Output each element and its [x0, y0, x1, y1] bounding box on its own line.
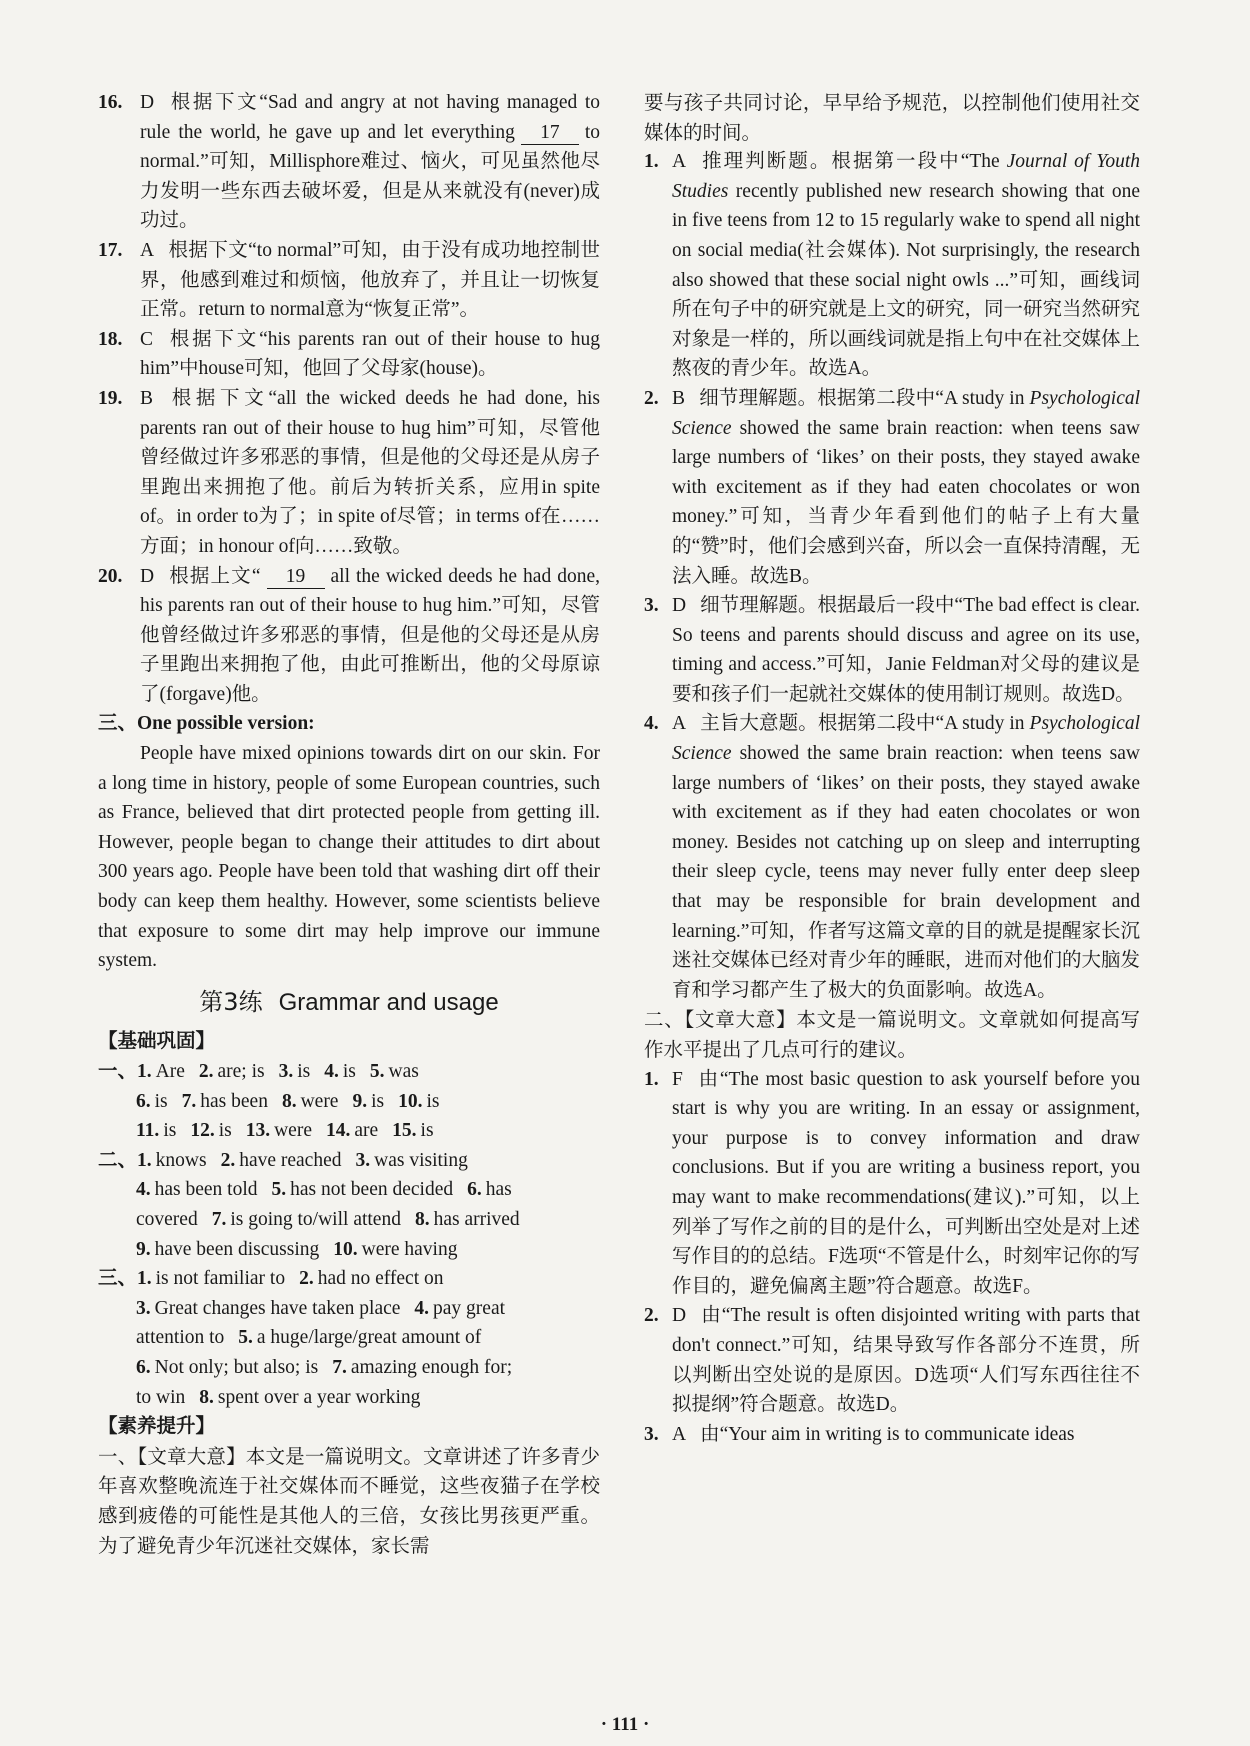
explanation-part-b: showed the same brain reaction: when teens saw large numbers of ‘likes’ on their posts, they stayed awake with excitement as if they had eaten chocolates or won money.”可知，当青少年看到他们的帖子上有大量的“赞”时，他们会感到兴奋，所以会一直保持清醒，无法入睡。故选B。	[672, 417, 1141, 587]
question-number: 3.	[644, 595, 659, 617]
answer-letter: D	[140, 92, 155, 113]
explanation-part-a: 细节理解题。根据第二段中“A study in	[699, 387, 1025, 409]
item-answer: has been	[200, 1090, 268, 1112]
item-answer: knows	[155, 1149, 207, 1171]
item-answer: Great changes have taken place	[154, 1297, 401, 1319]
item-number: 11.	[136, 1120, 160, 1142]
item-answer: have been discussing	[154, 1238, 320, 1260]
answer-row	[98, 1087, 600, 1117]
answer-row	[98, 1205, 600, 1235]
lesson-number: 第3练	[199, 987, 263, 1016]
answer-row	[98, 1323, 600, 1353]
item-number: 10.	[398, 1090, 423, 1112]
explanation-part-a: 根据下文“Sad and angry at not having managed to rule the world, he gave up and let everything	[140, 92, 600, 143]
item-number: 2.	[220, 1149, 236, 1171]
explanation: 根据下文“his parents ran out of their house to hug him”中house可知，他回了父母家(house)。	[140, 328, 600, 380]
grammar-part-2	[98, 1146, 600, 1264]
item-number: 6.	[136, 1356, 151, 1378]
answer-letter: B	[672, 387, 686, 409]
answer-row	[98, 1175, 600, 1205]
item-number: 7.	[211, 1208, 227, 1230]
explanation-part-a: 根据上文“	[168, 565, 261, 587]
question-number: 1.	[644, 1068, 659, 1090]
blank-number: 17	[521, 122, 579, 145]
passage-summary-1: 一、【文章大意】本文是一篇说明文。文章讲述了许多青少年喜欢整晚流连于社交媒体而不睡觉，这些夜猫子在学校感到疲倦的可能性是其他人的三倍，女孩比男孩更严重。为了避免青少年沉迷社交媒体，家长需	[98, 1444, 600, 1557]
item-answer: Not only; but also; is	[154, 1356, 319, 1378]
question-number: 17.	[98, 239, 123, 261]
item-answer: has not been decided	[290, 1179, 454, 1201]
item-number: 10.	[333, 1238, 358, 1260]
journal-name: Psychological Science	[672, 713, 1140, 765]
answer-letter: A	[672, 713, 687, 735]
answer-16	[98, 88, 600, 236]
answer-17	[98, 236, 600, 325]
passage-summary-2: 二、【文章大意】本文是一篇说明文。文章就如何提高写作水平提出了几点可行的建议。	[644, 1008, 1140, 1061]
item-answer: were	[274, 1120, 312, 1142]
item-number: 7.	[332, 1356, 347, 1378]
answer-row	[98, 1264, 600, 1294]
question-number: 4.	[644, 713, 659, 735]
item-answer: had no effect on	[317, 1268, 444, 1290]
answer-row	[98, 1353, 600, 1383]
answer-letter: A	[672, 1423, 687, 1445]
explanation-part-a: 推理判断题。根据第一段中“The	[700, 151, 1000, 173]
item-answer: is	[163, 1120, 177, 1142]
grammar-part-3	[98, 1264, 600, 1412]
item-number: 三、1.	[98, 1268, 152, 1290]
item-answer: is	[426, 1090, 440, 1112]
item-answer: is	[420, 1120, 434, 1142]
question-number: 16.	[98, 92, 123, 113]
answer-row	[98, 1235, 600, 1265]
item-answer: were having	[361, 1238, 458, 1260]
basic-heading: 【基础巩固】	[98, 1031, 216, 1053]
explanation-part-b: to normal.”可知，Millisphore难过、恼火，可见虽然他尽力发明一些东西去破坏爱，但是从来就没有(never)成功过。	[140, 121, 600, 232]
item-number: 3.	[136, 1297, 151, 1319]
explanation-part-a: 主旨大意题。根据第二段中“A study in	[700, 713, 1025, 735]
item-number: 9.	[352, 1090, 368, 1112]
sentence-answer-1	[644, 1065, 1140, 1302]
explanation: 由“Your aim in writing is to communicate ideas	[700, 1423, 1075, 1445]
item-answer: is	[218, 1120, 232, 1142]
item-answer: a huge/large/great amount of	[256, 1327, 482, 1349]
answer-18	[98, 325, 600, 384]
passage-summary-1-continued: 要与孩子共同讨论，早早给予规范，以控制他们使用社交媒体的时间。	[644, 91, 1140, 144]
answer-row	[98, 1116, 600, 1146]
answer-letter: A	[140, 239, 155, 261]
item-answer: was visiting	[374, 1149, 468, 1171]
item-number: 15.	[392, 1120, 417, 1142]
question-number: 1.	[644, 151, 659, 173]
item-answer: is going to/will attend	[230, 1208, 401, 1230]
item-number: 4.	[136, 1179, 151, 1201]
right-column	[644, 88, 1140, 1449]
item-answer: is	[154, 1090, 168, 1112]
answer-20	[98, 562, 600, 710]
question-number: 2.	[644, 1305, 659, 1327]
answer-row	[98, 1383, 600, 1413]
grammar-part-1	[98, 1057, 600, 1146]
item-answer: has been told	[154, 1179, 258, 1201]
question-number: 20.	[98, 565, 123, 587]
item-answer: is	[371, 1090, 385, 1112]
item-answer: pay great	[433, 1297, 506, 1319]
item-number: 4.	[414, 1297, 430, 1319]
answer-letter: D	[140, 565, 155, 587]
item-number: 4.	[324, 1061, 339, 1082]
item-number: 5.	[238, 1327, 253, 1349]
item-answer: is	[342, 1061, 356, 1082]
item-number: 12.	[190, 1120, 215, 1142]
item-answer: is	[297, 1061, 311, 1082]
item-number: 一、1.	[98, 1061, 152, 1082]
item-answer: spent over a year working	[217, 1386, 421, 1408]
answer-letter: C	[140, 328, 154, 350]
item-answer: are	[354, 1120, 379, 1142]
item-answer: has arrived	[433, 1208, 520, 1230]
item-number: 6.	[136, 1090, 151, 1112]
explanation: 细节理解题。根据最后一段中“The bad effect is clear. So teens and parents should discuss and agree on its use, timing and access.”可知，Janie Feldman对父母的建议是要和孩子们一起就社交媒体的使用制订规则。故选D。	[672, 595, 1140, 705]
journal-name: Journal of Youth Studies	[672, 151, 1140, 202]
blank-number: 19	[267, 566, 325, 589]
question-number: 3.	[644, 1423, 659, 1445]
sentence-answer-3	[644, 1420, 1140, 1450]
item-answer: was	[388, 1061, 419, 1082]
item-answer: is not familiar to	[155, 1268, 286, 1290]
answer-letter: F	[672, 1068, 683, 1090]
answer-letter: D	[672, 595, 687, 617]
left-column	[98, 88, 600, 1560]
item-number: 2.	[198, 1061, 214, 1082]
item-number: 3.	[355, 1149, 371, 1171]
item-answer: were	[300, 1090, 339, 1112]
item-answer: are; is	[217, 1061, 265, 1082]
item-answer: has	[485, 1179, 512, 1201]
reading-answer-1	[644, 147, 1140, 384]
explanation-part-b: all the wicked deeds he had done, his parents ran out of their house to hug him.”可知，尽管他曾经做过许多邪恶的事情，但是他的父母还是从房子里跑出来拥抱了他，由此可推断出，他的父母原谅了(forgave)他。	[140, 565, 600, 705]
item-number: 13.	[245, 1120, 271, 1142]
answer-row	[98, 1057, 600, 1087]
item-answer: covered	[136, 1208, 198, 1230]
question-number: 2.	[644, 387, 659, 409]
explanation: 由“The result is often disjointed writing with parts that don't connect.”可知，结果导致写作各部分不连贯，所以判断出空处说的是原因。D选项“人们写东西往往不拟提纲”符合题意。故选D。	[672, 1305, 1140, 1416]
improve-heading: 【素养提升】	[98, 1416, 216, 1438]
item-number: 二、1.	[98, 1149, 152, 1171]
explanation-part-b: recently published new research showing that one in five teens from 12 to 15 regularly wake to spend all night on social media(社会媒体). Not surprisingly, the research also showed that these social night owls ...”可知，画线词所在句子中的研究就是上文的研究，同一研究当然研究对象是一样的，所以画线词就是指上句中在社交媒体上熬夜的青少年。故选A。	[672, 180, 1141, 380]
explanation: 根据下文“to normal”可知，由于没有成功地控制世界，他感到难过和烦恼，他放弃了，并且让一切恢复正常。return to normal意为“恢复正常”。	[140, 239, 600, 321]
item-answer: Are	[155, 1061, 185, 1082]
item-number: 5.	[369, 1061, 385, 1082]
item-number: 6.	[467, 1179, 482, 1201]
lesson-topic: Grammar and usage	[278, 988, 499, 1016]
answer-letter: B	[140, 387, 154, 409]
answer-row	[98, 1294, 600, 1324]
item-number: 3.	[278, 1061, 294, 1082]
answer-letter: D	[672, 1305, 687, 1327]
explanation-part-b: showed the same brain reaction: when teens saw large numbers of ‘likes’ on their posts, they stayed awake with excitement as if they had eaten chocolates or won money. Besides not catching up on sleep and interrupting their sleep cycle, teens may never fully enter deep sleep that may be responsible for brain development and learning.”可知，作者写这篇文章的目的就是提醒家长沉迷社交媒体已经对青少年的睡眠，进而对他们的大脑发育和学习都产生了极大的负面影响。故选A。	[672, 743, 1141, 1001]
item-number: 14.	[325, 1120, 351, 1142]
answer-19	[98, 384, 600, 562]
item-answer: amazing enough for;	[350, 1356, 513, 1378]
item-number: 8.	[414, 1208, 430, 1230]
item-number: 2.	[299, 1268, 314, 1290]
item-answer: to win	[136, 1386, 186, 1408]
item-answer: have reached	[239, 1149, 342, 1171]
item-number: 8.	[281, 1090, 297, 1112]
reading-answer-2	[644, 384, 1140, 591]
item-number: 5.	[271, 1179, 287, 1201]
answer-letter: A	[672, 151, 687, 173]
answer-row	[98, 1146, 600, 1176]
item-number: 9.	[136, 1238, 151, 1260]
question-number: 19.	[98, 387, 123, 409]
lesson-title	[98, 988, 600, 1018]
reading-answer-4	[644, 709, 1140, 1005]
question-number: 18.	[98, 328, 123, 350]
journal-name: Psychological Science	[672, 387, 1141, 439]
explanation: 根据下文“all the wicked deeds he had done, his parents ran out of their house to hug him”可知，尽管他曾经做过许多邪恶的事情，但是他的父母还是从房子里跑出来拥抱了他。前后为转折关系，应用in spite of。in order to为了；in spite of尽管；in terms of在……方面；in honour of向……致敬。	[140, 387, 600, 557]
reading-answer-3	[644, 591, 1140, 709]
section-heading-version: 三、One possible version:	[98, 713, 315, 735]
page-number: · 111 ·	[600, 1714, 650, 1735]
item-answer: attention to	[136, 1327, 225, 1349]
sample-essay: People have mixed opinions towards dirt on our skin. For a long time in history, people of some European countries, such as France, believed that dirt protected people from getting ill. However, people began to change their attitudes to dirt about 300 years ago. People have been told that washing dirt off their body can keep them healthy. However, some scientists believe that exposure to some dirt may help improve our immune system.	[98, 743, 600, 972]
sentence-answer-2	[644, 1301, 1140, 1419]
item-number: 7.	[181, 1090, 197, 1112]
item-number: 8.	[199, 1386, 214, 1408]
explanation: 由“The most basic question to ask yourself before you start is why you are writing. In an essay or assignment, your purpose is to convey information and draw conclusions. But if you are writing a business report, you may want to make recommendations(建议).”可知，以上列举了写作之前的目的是什么，可判断出空处是对上述写作目的的总结。F选项“不管是什么，时刻牢记你的写作目的，避免偏离主题”符合题意。故选F。	[672, 1068, 1141, 1297]
